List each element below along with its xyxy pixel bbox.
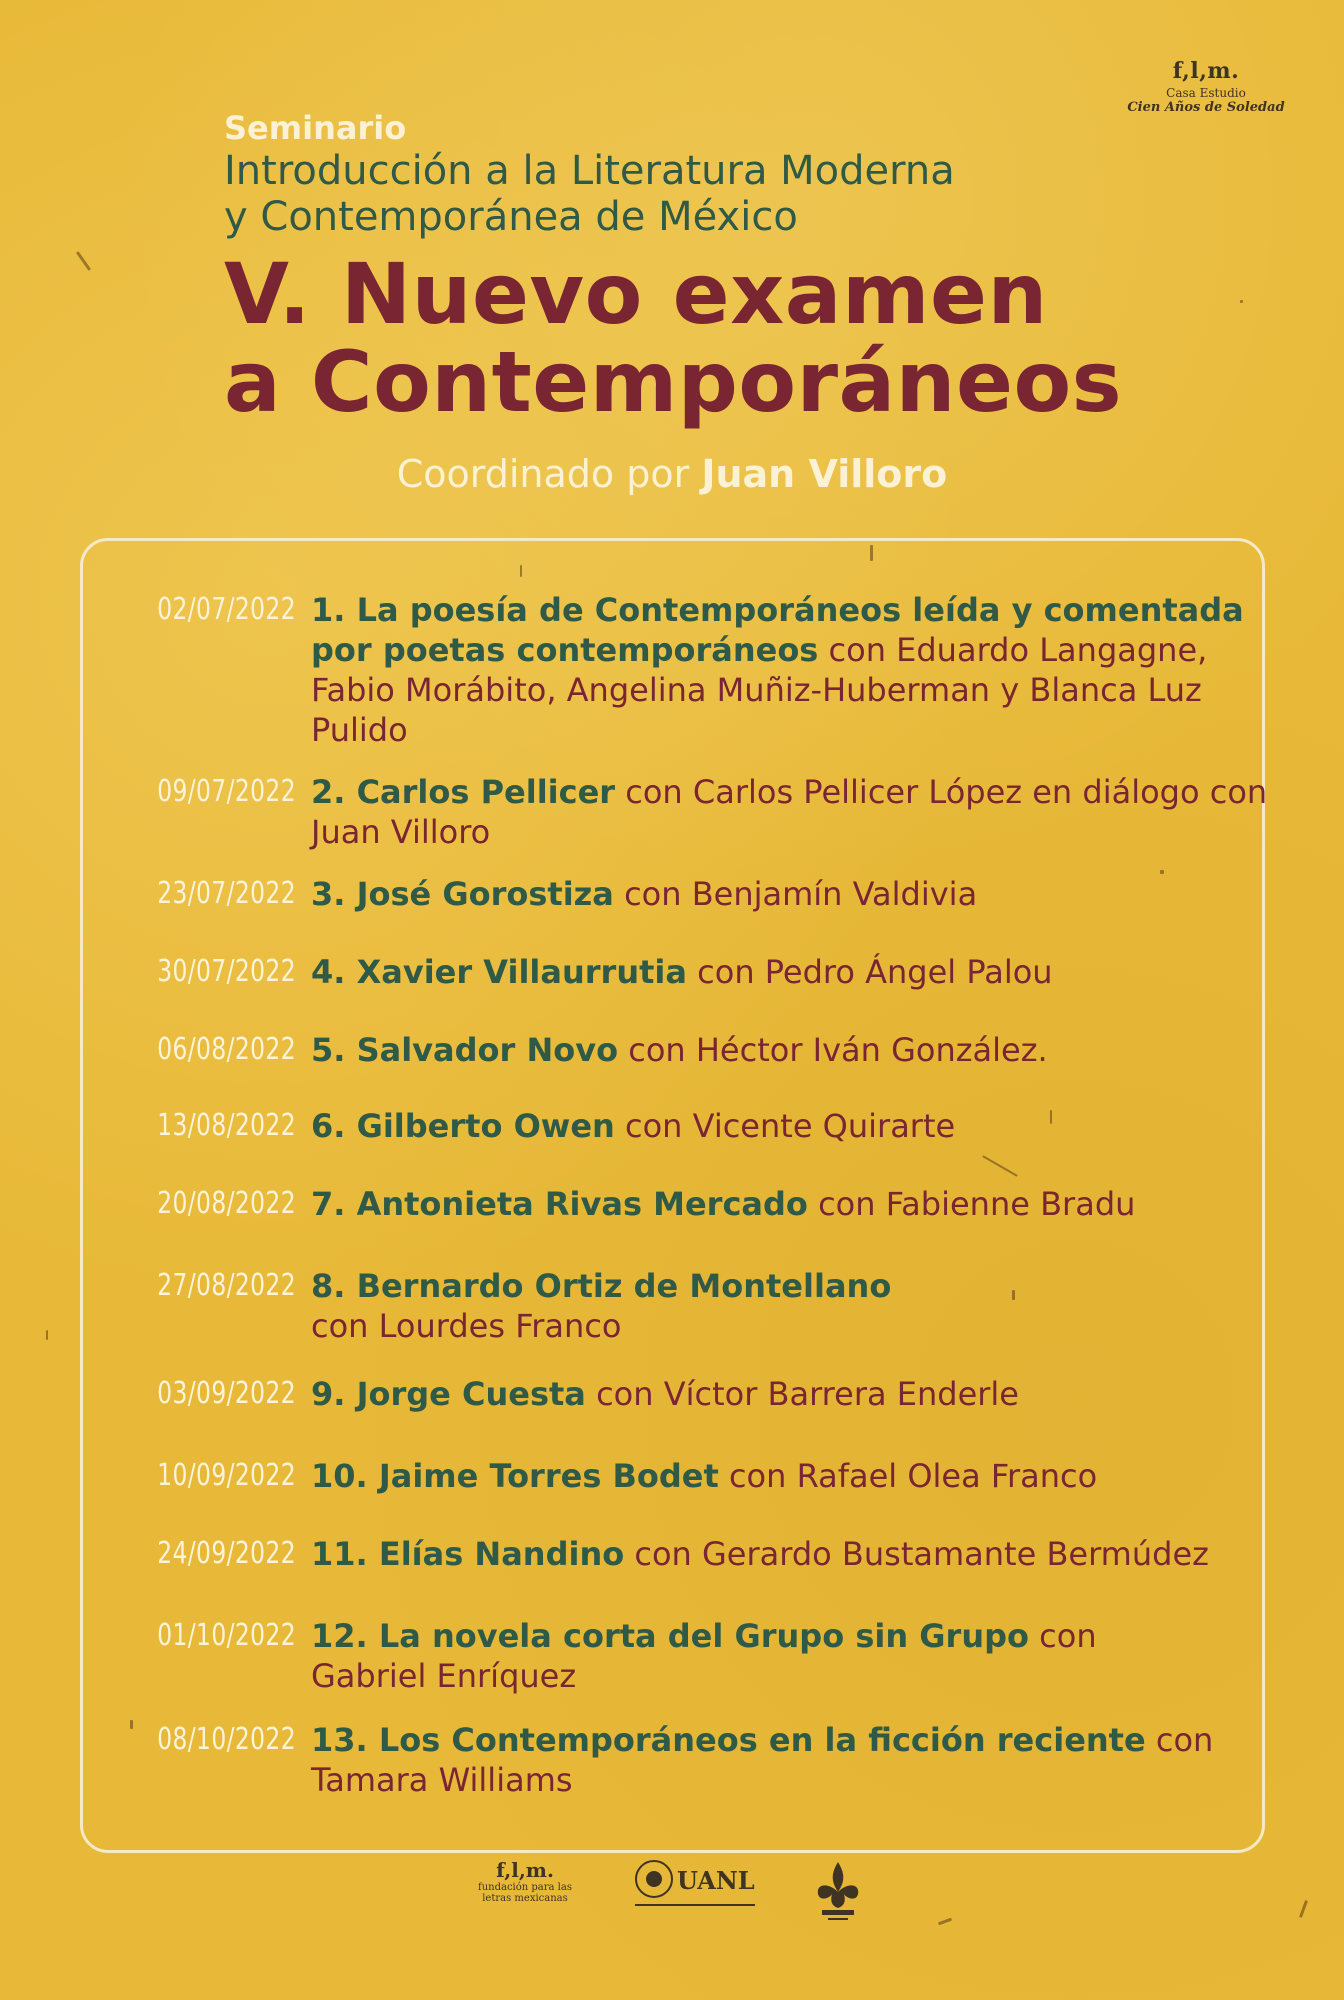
session-guests: con Gabriel Enríquez bbox=[311, 1617, 1097, 1695]
seminar-title-line2: a Contemporáneos bbox=[224, 333, 1123, 431]
session-title: 1. La poesía de Contemporáneos leída y comentada por poetas contemporáneos bbox=[311, 591, 1244, 669]
session-date: 20/08/2022 bbox=[157, 1186, 296, 1221]
session-guests: con Fabienne Bradu bbox=[807, 1185, 1136, 1223]
session-guests: con Héctor Iván González. bbox=[618, 1031, 1048, 1069]
uanl-underline bbox=[635, 1904, 755, 1906]
session-guests: con Vicente Quirarte bbox=[614, 1107, 956, 1145]
session-guests: con Carlos Pellicer López en diálogo con Juan Villoro bbox=[311, 773, 1268, 851]
session-title: 5. Salvador Novo bbox=[311, 1031, 619, 1069]
uanl-wordmark: UANL bbox=[677, 1866, 755, 1895]
coordinator-name: Juan Villoro bbox=[701, 452, 948, 496]
flm-logo bbox=[470, 1858, 580, 1904]
session-date: 13/08/2022 bbox=[157, 1108, 296, 1143]
session-title: 7. Antonieta Rivas Mercado bbox=[311, 1185, 808, 1223]
logo-line-casa-estudio: Casa Estudio bbox=[1166, 86, 1246, 100]
program-frame bbox=[80, 538, 1268, 1853]
session-guests: con Eduardo Langagne, Fabio Morábito, Angelina Muñiz-Huberman y Blanca Luz Pulido bbox=[311, 631, 1208, 749]
session-guests: con Lourdes Franco bbox=[311, 1307, 622, 1345]
fleur-de-lis-icon bbox=[808, 1858, 868, 1928]
session-date: 02/07/2022 bbox=[157, 592, 296, 627]
session-date: 27/08/2022 bbox=[157, 1268, 296, 1303]
flm-logo-line1: fundación para las bbox=[478, 1882, 572, 1893]
session-title: 11. Elías Nandino bbox=[311, 1535, 625, 1573]
session-guests: con Benjamín Valdivia bbox=[613, 875, 978, 913]
session-date: 06/08/2022 bbox=[157, 1032, 296, 1067]
session-date: 09/07/2022 bbox=[157, 774, 296, 809]
logo-line-cien-anos: Cien Años de Soledad bbox=[1127, 100, 1285, 115]
session-title: 2. Carlos Pellicer bbox=[311, 773, 616, 811]
seminar-title-line1: V. Nuevo examen bbox=[224, 245, 1048, 343]
session-date: 03/09/2022 bbox=[157, 1376, 296, 1411]
session-guests: con Gerardo Bustamante Bermúdez bbox=[624, 1535, 1209, 1573]
session-guests: con Pedro Ángel Palou bbox=[686, 953, 1053, 991]
casa-estudio-logo bbox=[1116, 58, 1296, 115]
coordinator-prefix: Coordinado por bbox=[396, 452, 690, 496]
session-title: 13. Los Contemporáneos en la ficción reciente bbox=[311, 1721, 1146, 1759]
session-title: 10. Jaime Torres Bodet bbox=[311, 1457, 719, 1495]
session-guests: con Tamara Williams bbox=[311, 1721, 1214, 1799]
flm-mark: f,l,m. bbox=[1172, 58, 1240, 84]
seminar-subtitle-line2: y Contemporánea de México bbox=[224, 194, 798, 240]
coordinator-line bbox=[0, 452, 1344, 496]
session-title: 12. La novela corta del Grupo sin Grupo bbox=[311, 1617, 1029, 1655]
sponsor-logos bbox=[0, 1858, 1344, 1968]
uanl-seal-icon bbox=[635, 1860, 673, 1898]
session-guests: con Víctor Barrera Enderle bbox=[585, 1375, 1019, 1413]
session-date: 30/07/2022 bbox=[157, 954, 296, 989]
session-date: 23/07/2022 bbox=[157, 876, 296, 911]
session-date: 24/09/2022 bbox=[157, 1536, 296, 1571]
flm-logo-line2: letras mexicanas bbox=[482, 1893, 568, 1904]
session-date: 08/10/2022 bbox=[157, 1722, 296, 1757]
session-date: 10/09/2022 bbox=[157, 1458, 296, 1493]
poster-header bbox=[224, 108, 1284, 431]
session-title: 9. Jorge Cuesta bbox=[311, 1375, 586, 1413]
flm-logo-mark: f,l,m. bbox=[496, 1858, 554, 1882]
session-date: 01/10/2022 bbox=[157, 1618, 296, 1653]
session-title: 3. José Gorostiza bbox=[311, 875, 614, 913]
seminar-kicker: Seminario bbox=[224, 109, 407, 147]
session-title: 4. Xavier Villaurrutia bbox=[311, 953, 687, 991]
session-title: 8. Bernardo Ortiz de Montellano bbox=[311, 1267, 892, 1305]
seminar-subtitle-line1: Introducción a la Literatura Moderna bbox=[224, 148, 955, 194]
session-guests: con Rafael Olea Franco bbox=[718, 1457, 1098, 1495]
session-title: 6. Gilberto Owen bbox=[311, 1107, 615, 1145]
